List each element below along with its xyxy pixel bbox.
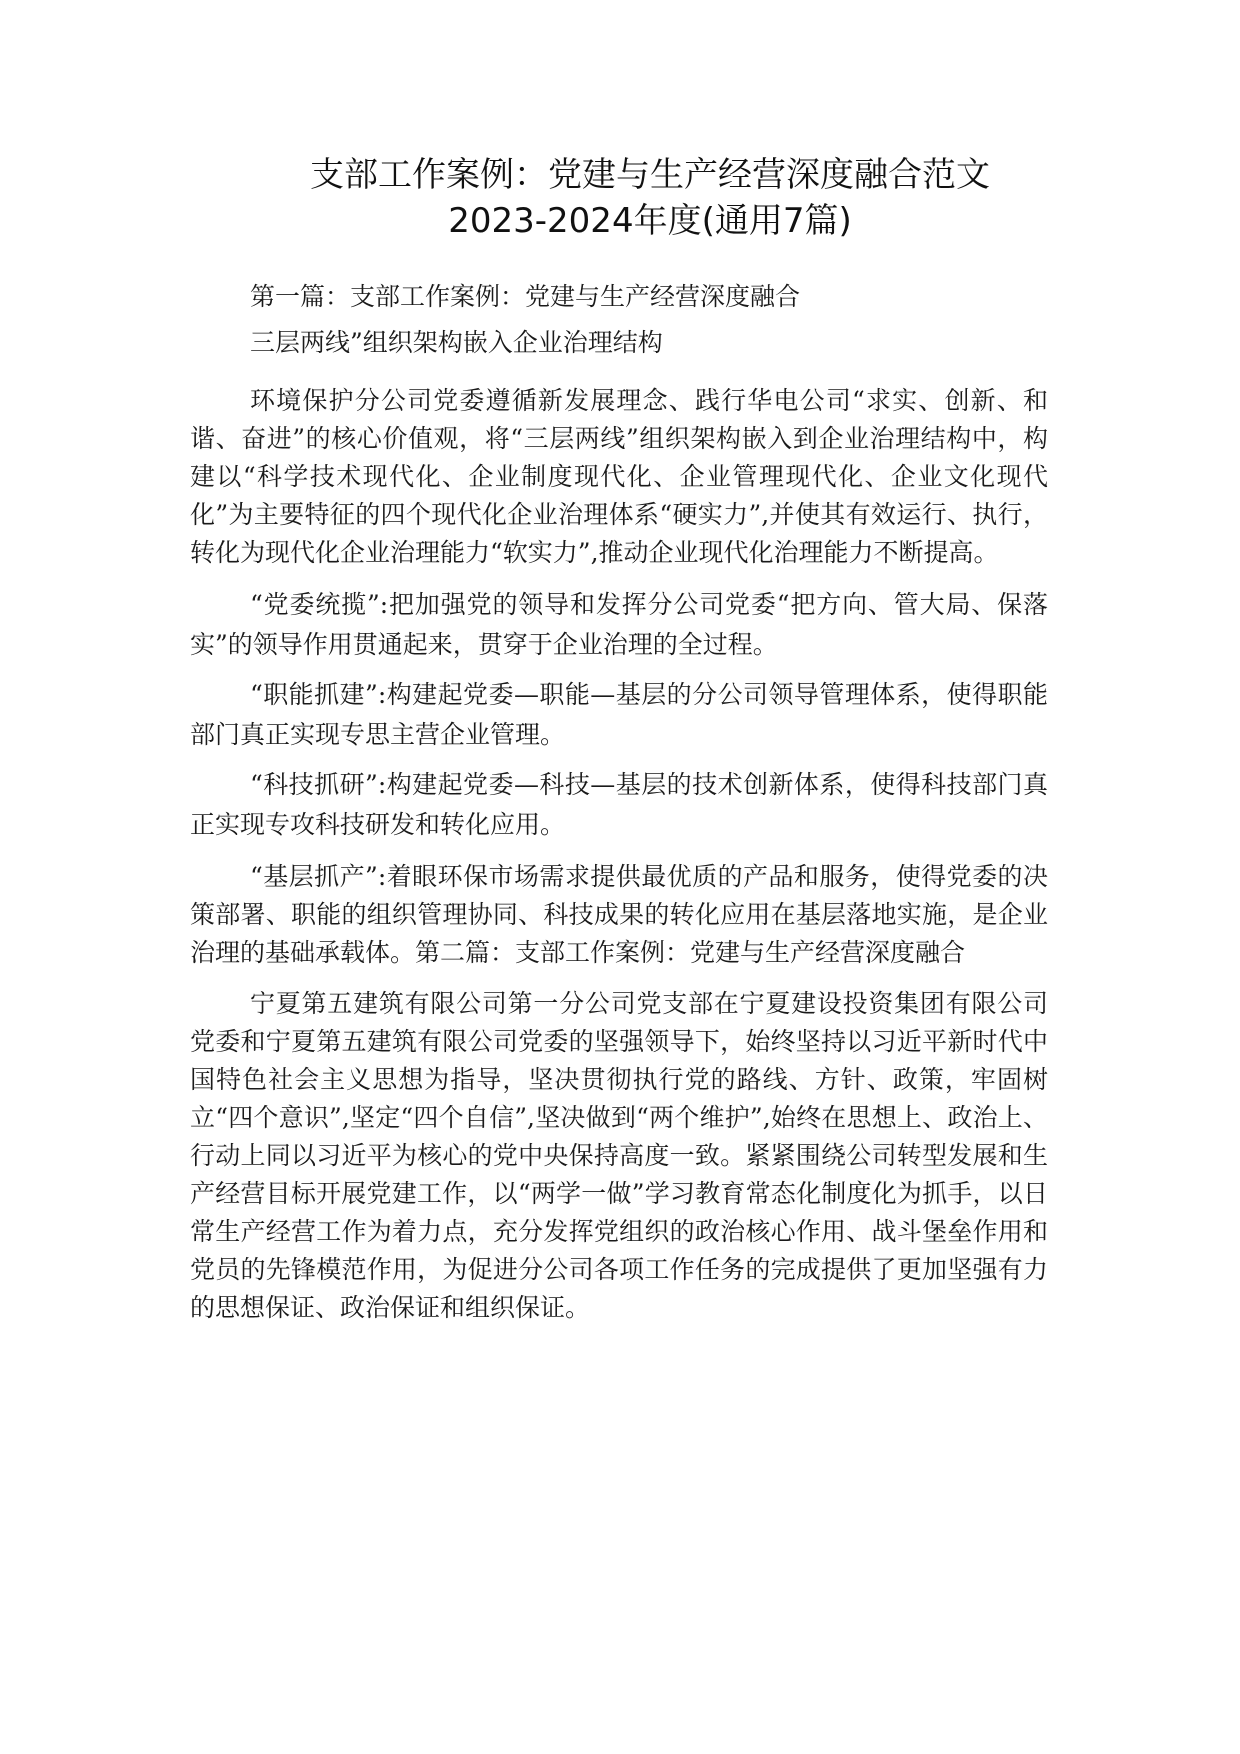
title-line-2: 2023-2024年度(通用7篇) (448, 201, 852, 241)
paragraph-functions: “职能抓建”:构建起党委—职能—基层的分公司领导管理体系，使得职能部门真正实现专思主营企业管理。 (190, 680, 1048, 749)
paragraph-environment: 环境保护分公司党委遵循新发展理念、践行华电公司“求实、创新、和谐、奋进”的核心价值观，将“三层两线”组织架构嵌入到企业治理结构中，构建以“科学技术现代化、企业制度现代化、企业管理现代化、企业文化现代化”为主要特征的四个现代化企业治理体系“硬实力”,并使其有效运行、执行，转化为现代化企业治理能力“软实力”,推动企业现代化治理能力不断提高。 (190, 386, 1048, 567)
page-title (200, 152, 1100, 244)
paragraph-technology: “科技抓研”:构建起党委—科技—基层的技术创新体系，使得科技部门真正实现专攻科技研发和转化应用。 (190, 770, 1048, 839)
document-body (190, 278, 1048, 1340)
section-heading-1: 第一篇：支部工作案例：党建与生产经营深度融合 (250, 282, 801, 311)
paragraph-ningxia: 宁夏第五建筑有限公司第一分公司党支部在宁夏建设投资集团有限公司党委和宁夏第五建筑有限公司党委的坚强领导下，始终坚持以习近平新时代中国特色社会主义思想为指导，坚决贯彻执行党的路线、方针、政策，牢固树立“四个意识”,坚定“四个自信”,坚决做到“两个维护”,始终在思想上、政治上、行动上同以习近平为核心的党中央保持高度一致。紧紧围绕公司转型发展和生产经营目标开展党建工作，以“两学一做”学习教育常态化制度化为抓手，以日常生产经营工作为着力点，充分发挥党组织的政治核心作用、战斗堡垒作用和党员的先锋模范作用，为促进分公司各项工作任务的完成提供了更加坚强有力的思想保证、政治保证和组织保证。 (190, 989, 1048, 1322)
section-subheading: 三层两线”组织架构嵌入企业治理结构 (250, 328, 663, 357)
paragraph-grassroots: “基层抓产”:着眼环保市场需求提供最优质的产品和服务，使得党委的决策部署、职能的组织管理协同、科技成果的转化应用在基层落地实施，是企业治理的基础承载体。第二篇：支部工作案例：党建与生产经营深度融合 (190, 862, 1048, 967)
title-line-1: 支部工作案例：党建与生产经营深度融合范文 (310, 155, 990, 195)
paragraph-party-committee: “党委统揽”:把加强党的领导和发挥分公司党委“把方向、管大局、保落实”的领导作用贯通起来，贯穿于企业治理的全过程。 (190, 590, 1048, 659)
